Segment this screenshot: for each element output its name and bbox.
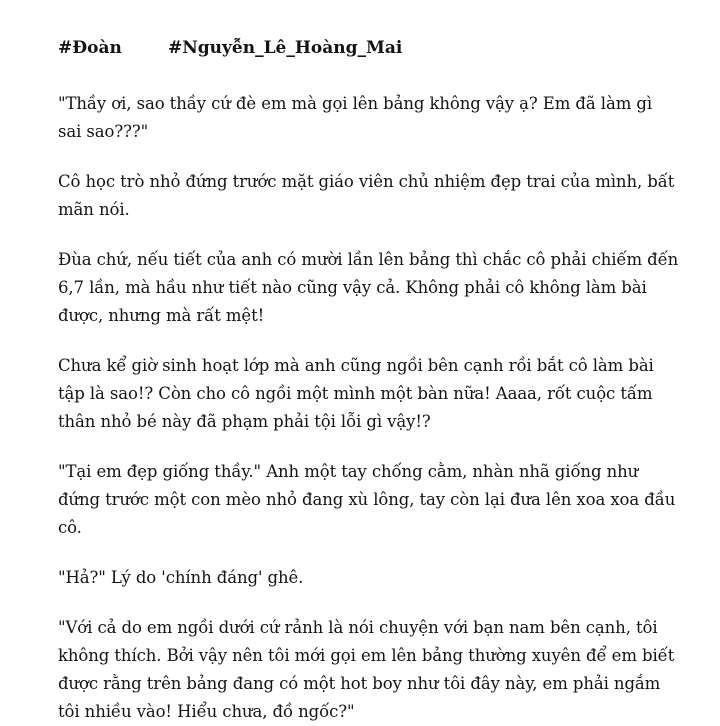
hashtag-header — [58, 36, 680, 60]
paragraph-5: "Tại em đẹp giống thầy." Anh một tay chống cằm, nhàn nhã giống như đứng trước một con mèo nhỏ đang xù lông, tay còn lại đưa lên xoa xoa đầu cô. — [58, 462, 676, 537]
paragraph-6: "Hả?" Lý do 'chính đáng' ghê. — [58, 568, 304, 587]
hashtag-author: #Nguyễn_Lê_Hoàng_Mai — [168, 38, 403, 58]
hashtag-category: #Đoàn — [58, 38, 122, 58]
paragraph-1: "Thầy ơi, sao thầy cứ đè em mà gọi lên bảng không vậy ạ? Em đã làm gì sai sao???" — [58, 94, 653, 141]
paragraph-3: Đùa chứ, nếu tiết của anh có mười lần lên bảng thì chắc cô phải chiếm đến 6,7 lần, mà hầu như tiết nào cũng vậy cả. Không phải cô không làm bài được, nhưng mà rất mệt! — [58, 250, 679, 325]
paragraph-2: Cô học trò nhỏ đứng trước mặt giáo viên chủ nhiệm đẹp trai của mình, bất mãn nói. — [58, 172, 675, 219]
paragraph-4: Chưa kể giờ sinh hoạt lớp mà anh cũng ngồi bên cạnh rồi bắt cô làm bài tập là sao!? Còn cho cô ngồi một mình một bàn nữa! Aaaa, rốt cuộc tấm thân nhỏ bé này đã phạm phải tội lỗi gì vậy!? — [58, 356, 654, 431]
paragraph-7: "Với cả do em ngồi dưới cứ rảnh là nói chuyện với bạn nam bên cạnh, tôi không thích. Bởi vậy nên tôi mới gọi em lên bảng thường xuyên để em biết được rằng trên bảng đang có một hot boy như tôi đây này, em phải ngắm tôi nhiều vào! Hiểu chưa, đồ ngốc?" — [58, 618, 675, 721]
